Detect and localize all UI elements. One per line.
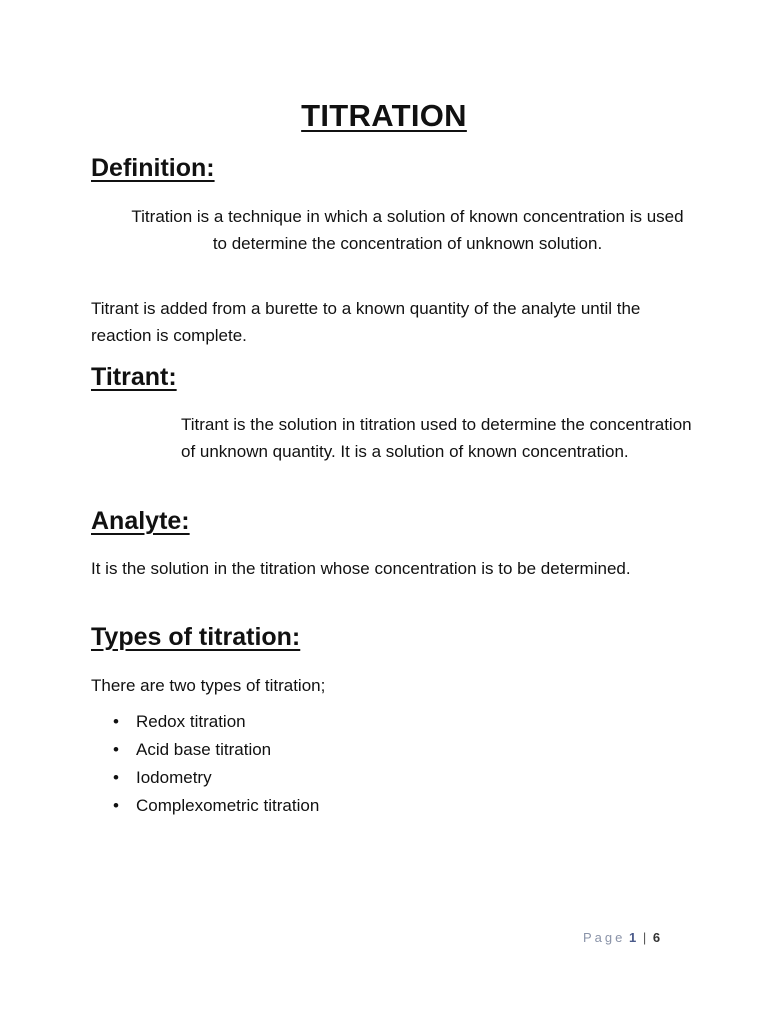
titrant-body: Titrant is the solution in titration used to determine the concentration of unknown quantity. It is a solution of known concentration. [181, 415, 692, 461]
bullet-icon: • [113, 768, 119, 787]
list-item-label: Redox titration [136, 712, 246, 731]
list-item-label: Complexometric titration [136, 796, 320, 815]
total-pages: 6 [652, 930, 661, 945]
types-list [110, 708, 319, 820]
analyte-body: It is the solution in the titration whose concentration is to be determined. [91, 559, 631, 578]
definition-body: Titrant is added from a burette to a known quantity of the analyte until the reaction is complete. [91, 299, 641, 345]
list-item [110, 708, 319, 736]
list-item-label: Acid base titration [136, 740, 272, 759]
analyte-heading: Analyte: [91, 507, 190, 535]
page-word: Page [583, 930, 626, 945]
list-item-label: Iodometry [136, 768, 212, 787]
page-title: TITRATION [301, 98, 467, 133]
titrant-heading: Titrant: [91, 363, 177, 391]
definition-text: Titration is a technique in which a solution of known concentration is used to determine the concentration of unknown solution. [131, 207, 684, 253]
page-number: 1 [629, 930, 637, 945]
list-item [110, 764, 319, 792]
list-item [110, 792, 319, 820]
page-footer [583, 930, 660, 945]
definition-heading: Definition: [91, 154, 215, 182]
list-item [110, 736, 319, 764]
page-separator: | [642, 930, 647, 945]
bullet-icon: • [113, 740, 119, 759]
types-intro: There are two types of titration; [91, 676, 326, 695]
bullet-icon: • [113, 796, 119, 815]
types-heading: Types of titration: [91, 623, 301, 651]
bullet-icon: • [113, 712, 119, 731]
